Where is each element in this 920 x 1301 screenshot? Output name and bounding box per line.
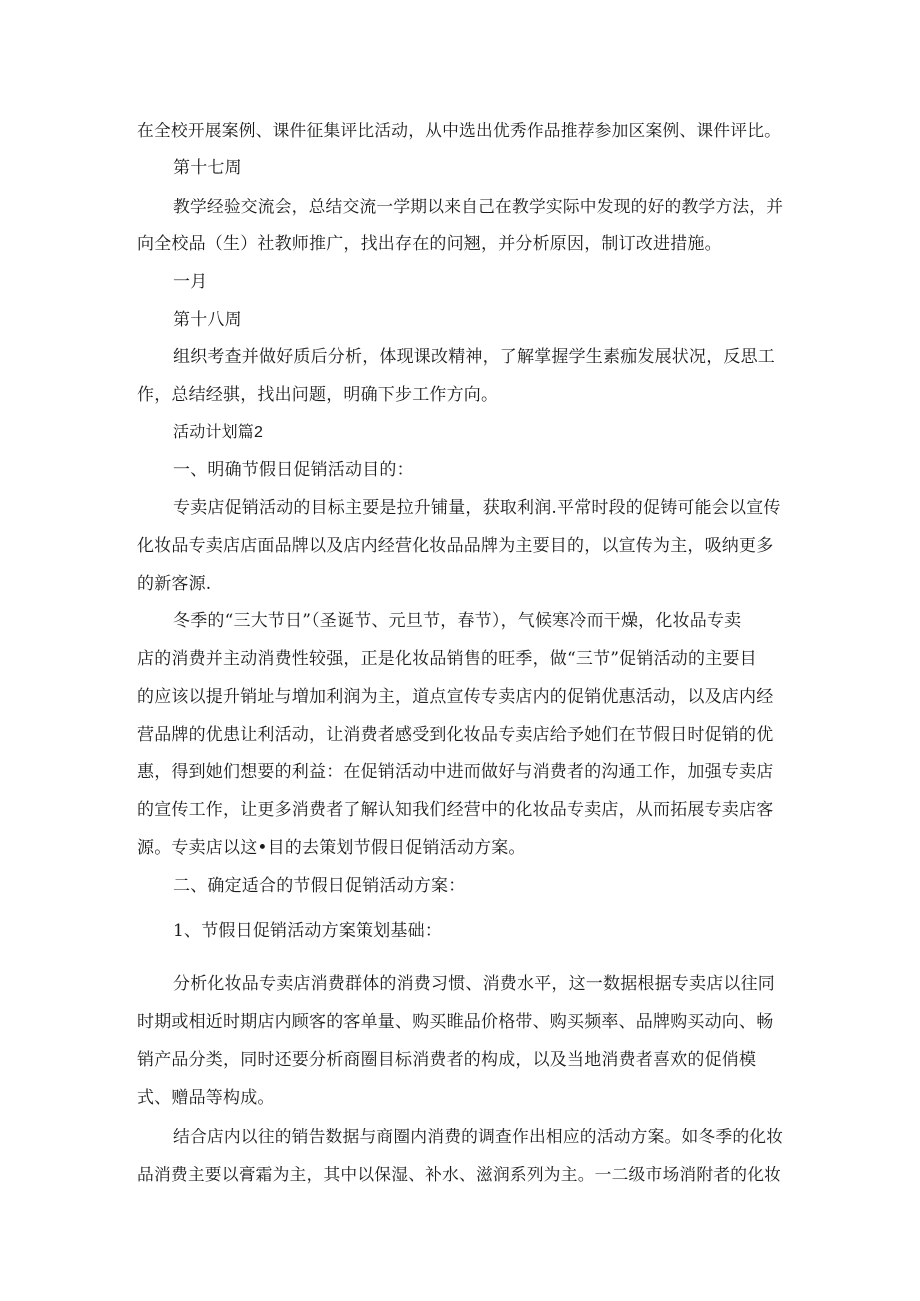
text-line: 销产品分类，同时还要分析商圈目标消费者的构成，以及当地消费者喜欢的促俏模: [137, 1050, 757, 1070]
text-line: 惠，得到她们想要的利益：在促销活动中进而做好与消费者的沟通工作，加强专卖店: [137, 762, 774, 782]
text-line: 专卖店促销活动的目标主要是拉升铺量，获取利润.平常时段的促铸可能会以宣传: [173, 498, 781, 518]
subheading: 一、明确节假日促销活动目的：: [173, 460, 414, 480]
week-heading: 第十八周: [173, 310, 242, 330]
text-line: 时期或相近时期店内顾客的客单量、购买睢品价格带、购买频率、品牌购买动向、畅: [137, 1012, 774, 1032]
text-line: 品消费主要以膏霜为主，其中以保湿、补水、滋润系列为主。一二级市场消附者的化妆: [137, 1164, 782, 1184]
subheading: 1、节假日促销活动方案策划基础：: [173, 921, 443, 941]
text-line: 冬季的“三大节日”（圣诞节、元旦节，春节），气候寒冷而干燥，化妆品专卖: [173, 611, 742, 631]
text-line: 在全校开展案例、课件征集评比活动，从中选出优秀作品推荐参加区案例、课件评比。: [137, 120, 782, 140]
text-line: 营品牌的优患让利活动，让消费者感受到化妆品专卖店给予她们在节假日时促销的优: [137, 725, 774, 745]
section-title: 活动计划篇2: [173, 424, 264, 441]
week-heading: 第十七周: [173, 158, 242, 178]
text-line: 的应该以提升销址与増加利润为主，道点宣传专卖店内的促销优惠活动，以及店内经: [137, 687, 774, 707]
text-line: 教学经验交流会，总结交流一学期以来自己在教学实际中发现的好的教学方法，并: [173, 196, 784, 216]
text-line: 式、赠品等构成。: [137, 1088, 275, 1108]
month-heading: 一月: [173, 272, 208, 292]
text-line: 向全校品（生）社教师推广，找出存在的问翘，并分析原因，制订改进措施。: [137, 234, 722, 254]
text-line: 的新客源.: [137, 574, 212, 594]
text-line: 源。专卖店以这•目的去策划节假日促销活动方案。: [137, 838, 526, 858]
text-line: 店的消费并主动消费性较强，正是化妆品销售的旺季，做“三节”促销活动的主要目: [137, 649, 757, 669]
text-line: 作，总结经骐，找出问题，明确下步工作方向。: [137, 385, 499, 405]
text-line: 化妆品专卖店店面品牌以及店内经营化妆品品牌为主要目的，以宣传为主，吸纳更多: [137, 536, 774, 556]
text-line: 组织考查并做好质后分析，体现课改精神，了解掌握学生素痂发展状况，反思工: [173, 347, 775, 367]
text-line: 结合店内以往的销告数据与商圈内消费的调查作出相应的活动方案。如冬季的化妆: [173, 1126, 784, 1146]
text-line: 的宣传工作，让更多消费者了解认知我们经营中的化妆品专卖店，从而拓展专卖店客: [137, 800, 774, 820]
subheading: 二、确定适合的节假日促销活动方案：: [173, 876, 466, 896]
text-line: 分析化妆品专卖店消费群体的消费习惯、消费水平，这一数据根据专卖店以往同: [173, 974, 775, 994]
